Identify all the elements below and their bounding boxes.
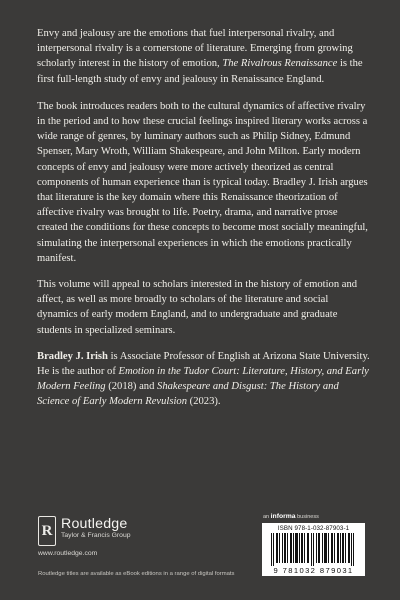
author-name: Bradley J. Irish [37,350,108,362]
routledge-logo-icon [38,516,56,546]
bio-text-c: (2023). [187,396,221,408]
blurb-paragraph-1 [37,26,370,87]
isbn-text: ISBN 978-1-032-87903-1 [277,525,350,532]
blurb-paragraph-3: This volume will appeal to scholars interested in the history of emotion and affect, as well as more broadly to scholars of the literature and social dynamics of early modern England, and to undergraduate and graduate students in specialized seminars. [37,279,358,336]
blurb [37,26,370,421]
logo-letter: R [41,522,53,539]
publisher-group: Taylor & Francis Group [61,532,131,539]
bio-text-b: (2018) and [105,381,158,393]
informa-prefix: an [263,514,271,520]
author-book-1: Emotion in the Tudor Court: Literature, History, and Early Modern Feeling [37,366,369,393]
publisher-logo [38,516,168,546]
barcode-bars-icon [271,533,356,566]
book-title: The Rivalrous Renaissance [222,58,338,70]
informa-tagline [263,513,363,520]
publisher-wordmark [61,516,131,540]
blurb-p1-text-a: Envy and jealousy are the emotions that fuel interpersonal rivalry, and interpersonal rivalry is a cornerstone of literature. Emerging from growing scholarly interest in the history of emotion, [37,28,353,70]
informa-suffix: business [295,514,319,520]
blurb-p1-text-b: is the first full-length study of envy and jealousy in Renaissance England. [37,58,363,85]
author-book-2: Shakespeare and Disgust: The History and Science of Early Modern Revulsion [37,381,339,408]
barcode [262,523,365,576]
bio-text-a: is Associate Professor of English at Arizona State University. He is the author of [37,350,370,378]
informa-brand: informa [270,513,296,520]
blurb-paragraph-2: The book introduces readers both to the cultural dynamics of affective rivalry in the period and to how these crucial feelings inspired literary works across a wide range of genres, by luminary authors such as Philip Sidney, Edmund Spenser, Mary Wroth, William Shakespeare, and John Milton. Early modern concepts of envy and jealousy were more actively theorized as central components of human experience than is typical today. Bradley J. Irish argues that literature is the key domain where this Renaissance theorization of affective rivalry was brought to life. Poetry, drama, and narrative prose created the conditions for these concepts to become most socially meaningful, simulating the interpersonal experiences in which the emotions practically manifest. [37,100,368,264]
publisher-name: Routledge [61,516,128,532]
author-bio [37,349,370,410]
publisher-block [38,516,168,557]
ebook-note: Routledge titles are available as eBook editions in a range of digital formats [38,571,235,577]
publisher-website[interactable]: www.routledge.com [38,550,98,557]
barcode-digits: 9 781032 879031 [273,566,354,575]
